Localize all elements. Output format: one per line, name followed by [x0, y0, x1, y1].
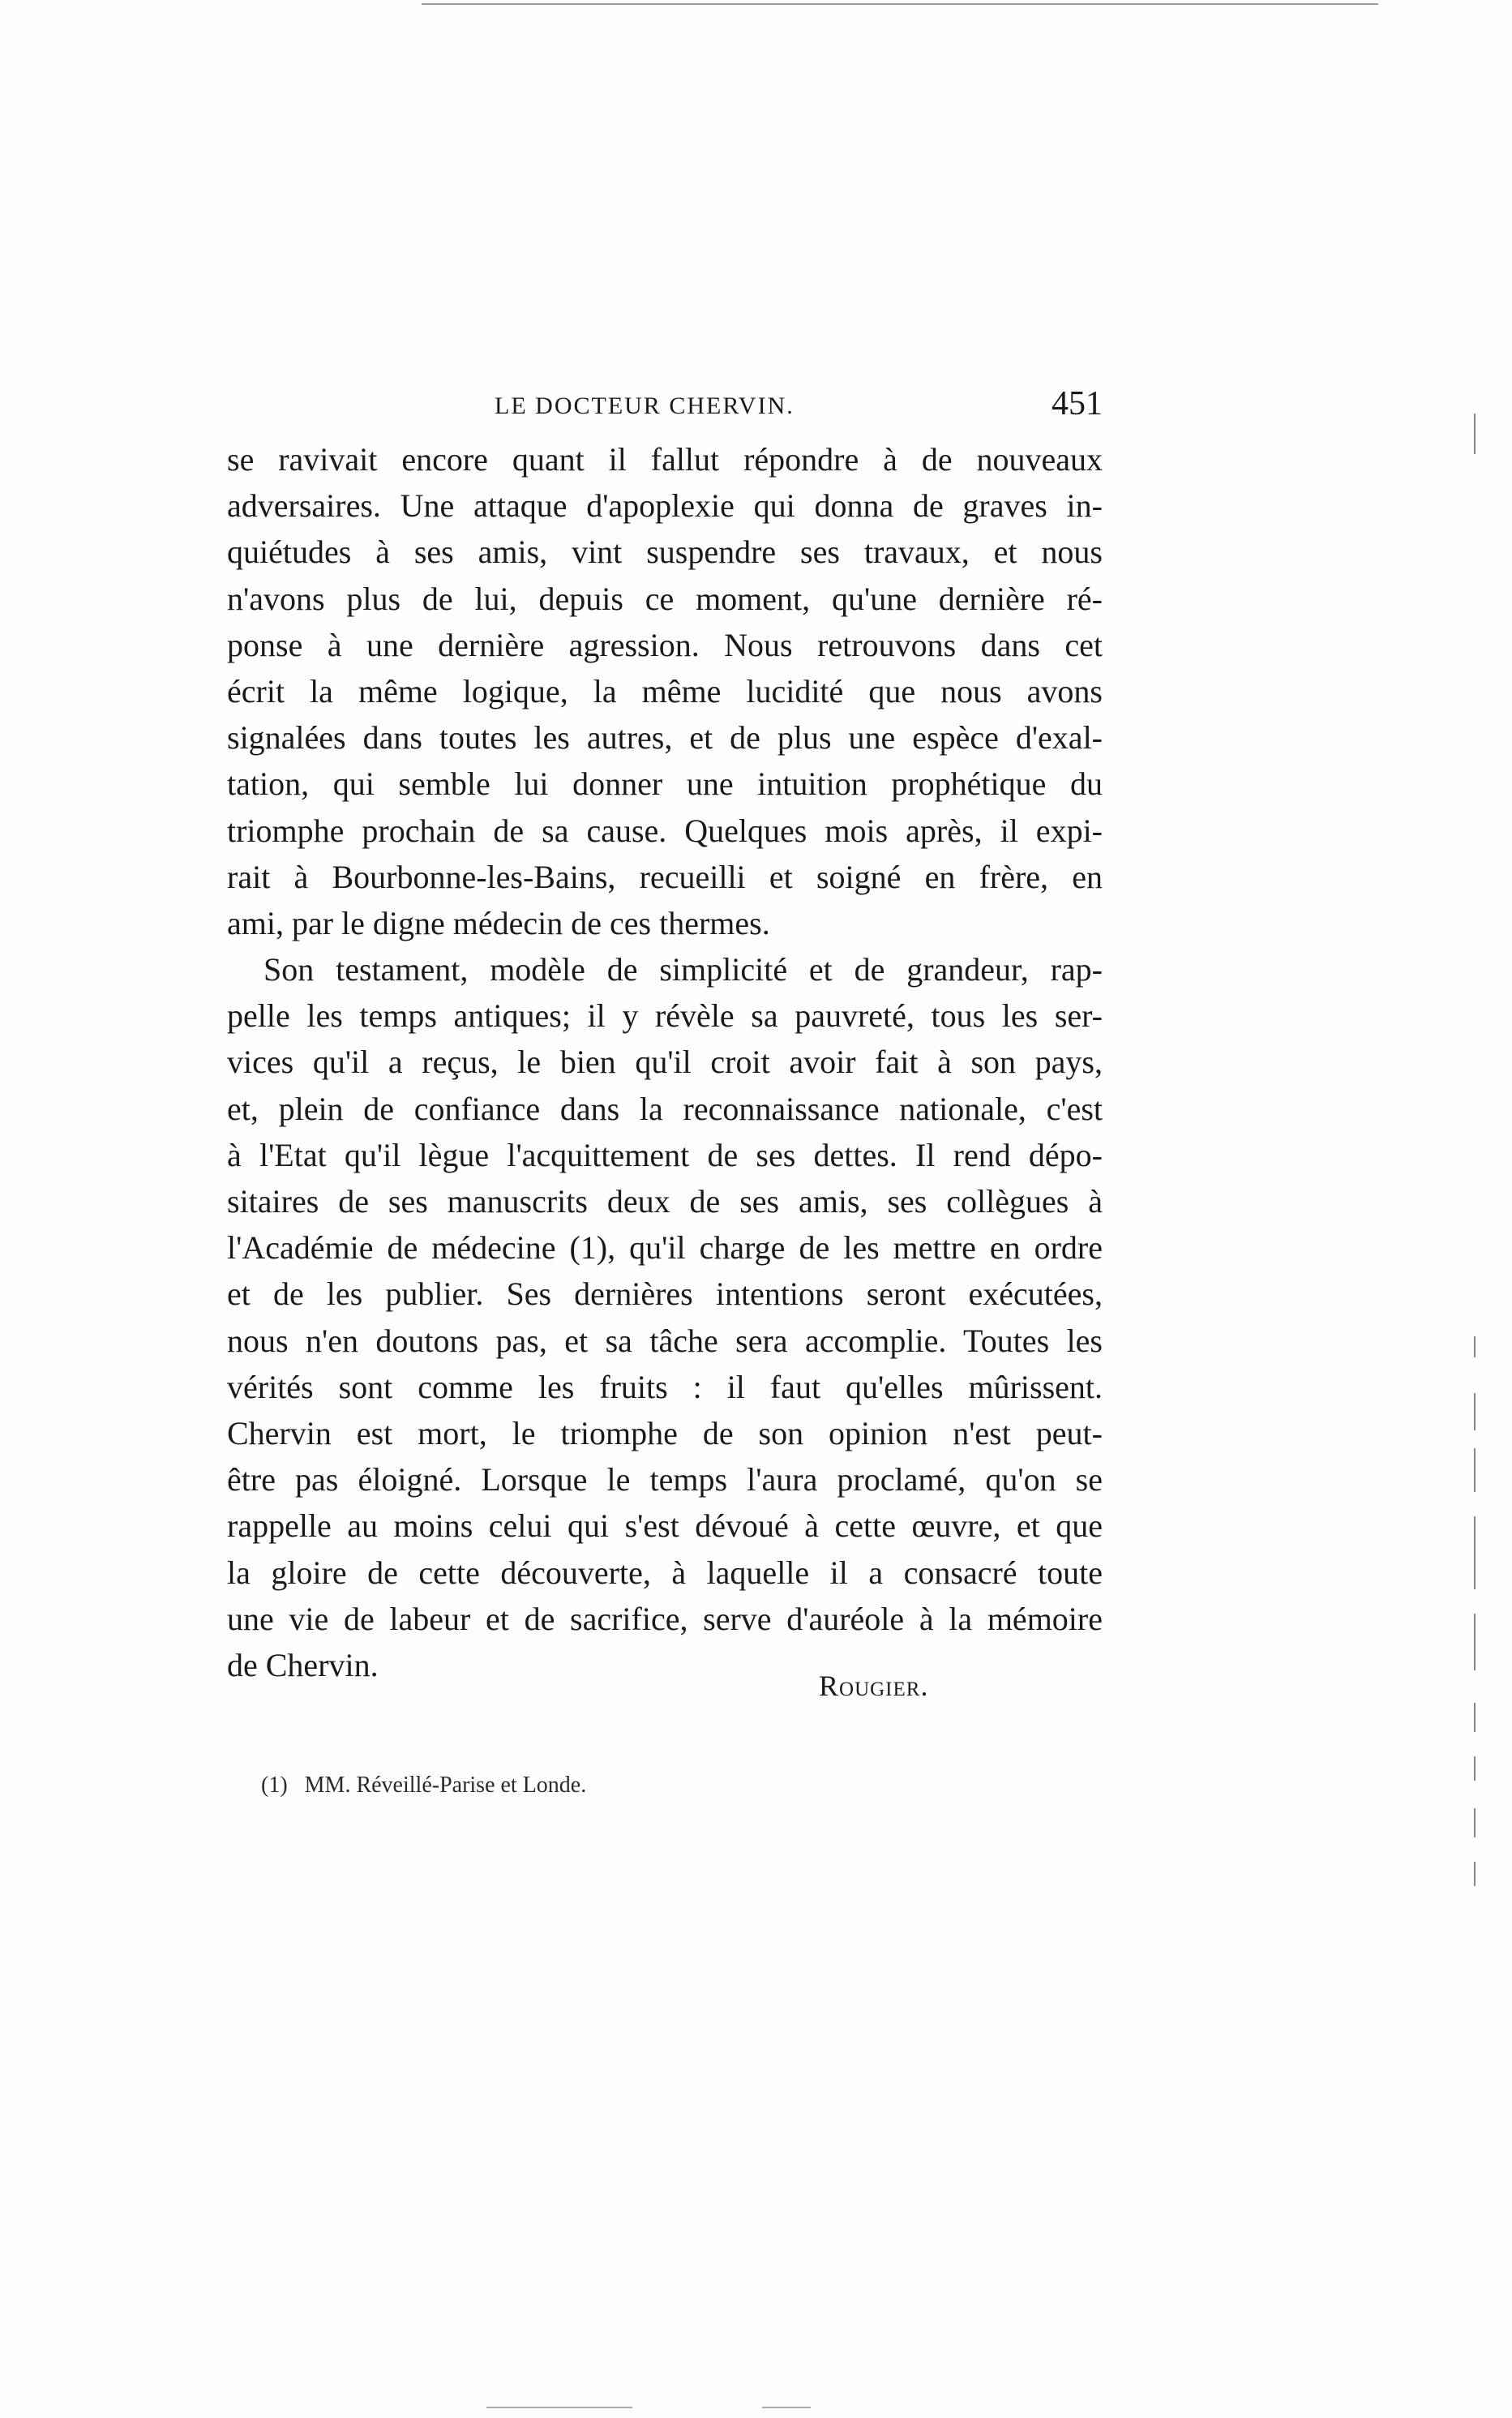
scan-edge-mark — [1474, 1703, 1476, 1732]
text-line: l'Académie de médecine (1), qu'il charge de les mettre en ordre — [227, 1229, 1103, 1267]
text-line: de Chervin. — [227, 1646, 379, 1683]
text-line: signalées dans toutes les autres, et de plus une espèce d'exal- — [227, 719, 1103, 757]
scan-edge-mark — [1474, 1393, 1476, 1430]
running-head — [227, 384, 1103, 433]
text-line: se ravivait encore quant il fallut répondre à de nouveaux — [227, 441, 1103, 478]
scan-edge-mark — [1474, 1516, 1476, 1589]
scan-top-rule — [422, 3, 1378, 5]
text-line: rait à Bourbonne-les-Bains, recueilli et soigné en frère, en — [227, 858, 1103, 895]
footnote — [261, 1773, 586, 1798]
text-line: à l'Etat qu'il lègue l'acquittement de ses dettes. Il rend dépo- — [227, 1136, 1103, 1173]
author-signature: Rougier. — [819, 1670, 929, 1702]
scan-edge-mark — [1474, 1614, 1476, 1670]
footnote-marker: (1) — [261, 1773, 288, 1798]
scan-edge-mark — [1474, 1336, 1476, 1357]
text-line: être pas éloigné. Lorsque le temps l'aura proclamé, qu'on se — [227, 1461, 1103, 1498]
text-line: vérités sont comme les fruits : il faut qu'elles mûrissent. — [227, 1368, 1103, 1405]
text-line: vices qu'il a reçus, le bien qu'il croit avoir fait à son pays, — [227, 1044, 1103, 1081]
scan-edge-mark — [1474, 1756, 1476, 1781]
scan-edge-mark — [1474, 414, 1476, 454]
paragraph — [227, 946, 1103, 1688]
scan-edge-mark — [1474, 1862, 1476, 1886]
text-line: écrit la même logique, la même lucidité que nous avons — [227, 672, 1103, 710]
text-line: Son testament, modèle de simplicité et de grandeur, rap- — [263, 951, 1103, 988]
text-line: une vie de labeur et de sacrifice, serve d'auréole à la mémoire — [227, 1600, 1103, 1637]
text-line: rappelle au moins celui qui s'est dévoué à cette œuvre, et que — [227, 1507, 1103, 1545]
text-line: sitaires de ses manuscrits deux de ses amis, ses collègues à — [227, 1183, 1103, 1220]
text-line: adversaires. Une attaque d'apoplexie qui donna de graves in- — [227, 487, 1103, 525]
page-number: 451 — [1052, 385, 1103, 422]
text-line: n'avons plus de lui, depuis ce moment, qu'une dernière ré- — [227, 580, 1103, 617]
scan-bottom-rule — [486, 2407, 632, 2408]
scan-edge-mark — [1474, 1808, 1476, 1837]
body-text — [227, 436, 1103, 1688]
footnote-text: MM. Réveillé-Parise et Londe. — [304, 1773, 587, 1798]
text-line: la gloire de cette découverte, à laquelle il a consacré toute — [227, 1554, 1103, 1591]
text-line: tation, qui semble lui donner une intuition prophétique du — [227, 765, 1103, 803]
text-line: triomphe prochain de sa cause. Quelques mois après, il expi- — [227, 812, 1103, 849]
text-line: Chervin est mort, le triomphe de son opinion n'est peut- — [227, 1414, 1103, 1451]
text-line: pelle les temps antiques; il y révèle sa pauvreté, tous les ser- — [227, 997, 1103, 1035]
text-line: quiétudes à ses amis, vint suspendre ses travaux, et nous — [227, 534, 1103, 571]
text-line: et, plein de confiance dans la reconnaissance nationale, c'est — [227, 1090, 1103, 1127]
running-title: LE DOCTEUR CHERVIN. — [495, 392, 795, 419]
text-line: nous n'en doutons pas, et sa tâche sera accomplie. Toutes les — [227, 1322, 1103, 1359]
text-line: et de les publier. Ses dernières intentions seront exécutées, — [227, 1275, 1103, 1313]
scan-edge-mark — [1474, 1448, 1476, 1492]
paragraph — [227, 436, 1103, 946]
text-line: ponse à une dernière agression. Nous retrouvons dans cet — [227, 626, 1103, 663]
scan-bottom-rule — [762, 2407, 811, 2408]
text-line: ami, par le digne médecin de ces thermes. — [227, 904, 770, 941]
